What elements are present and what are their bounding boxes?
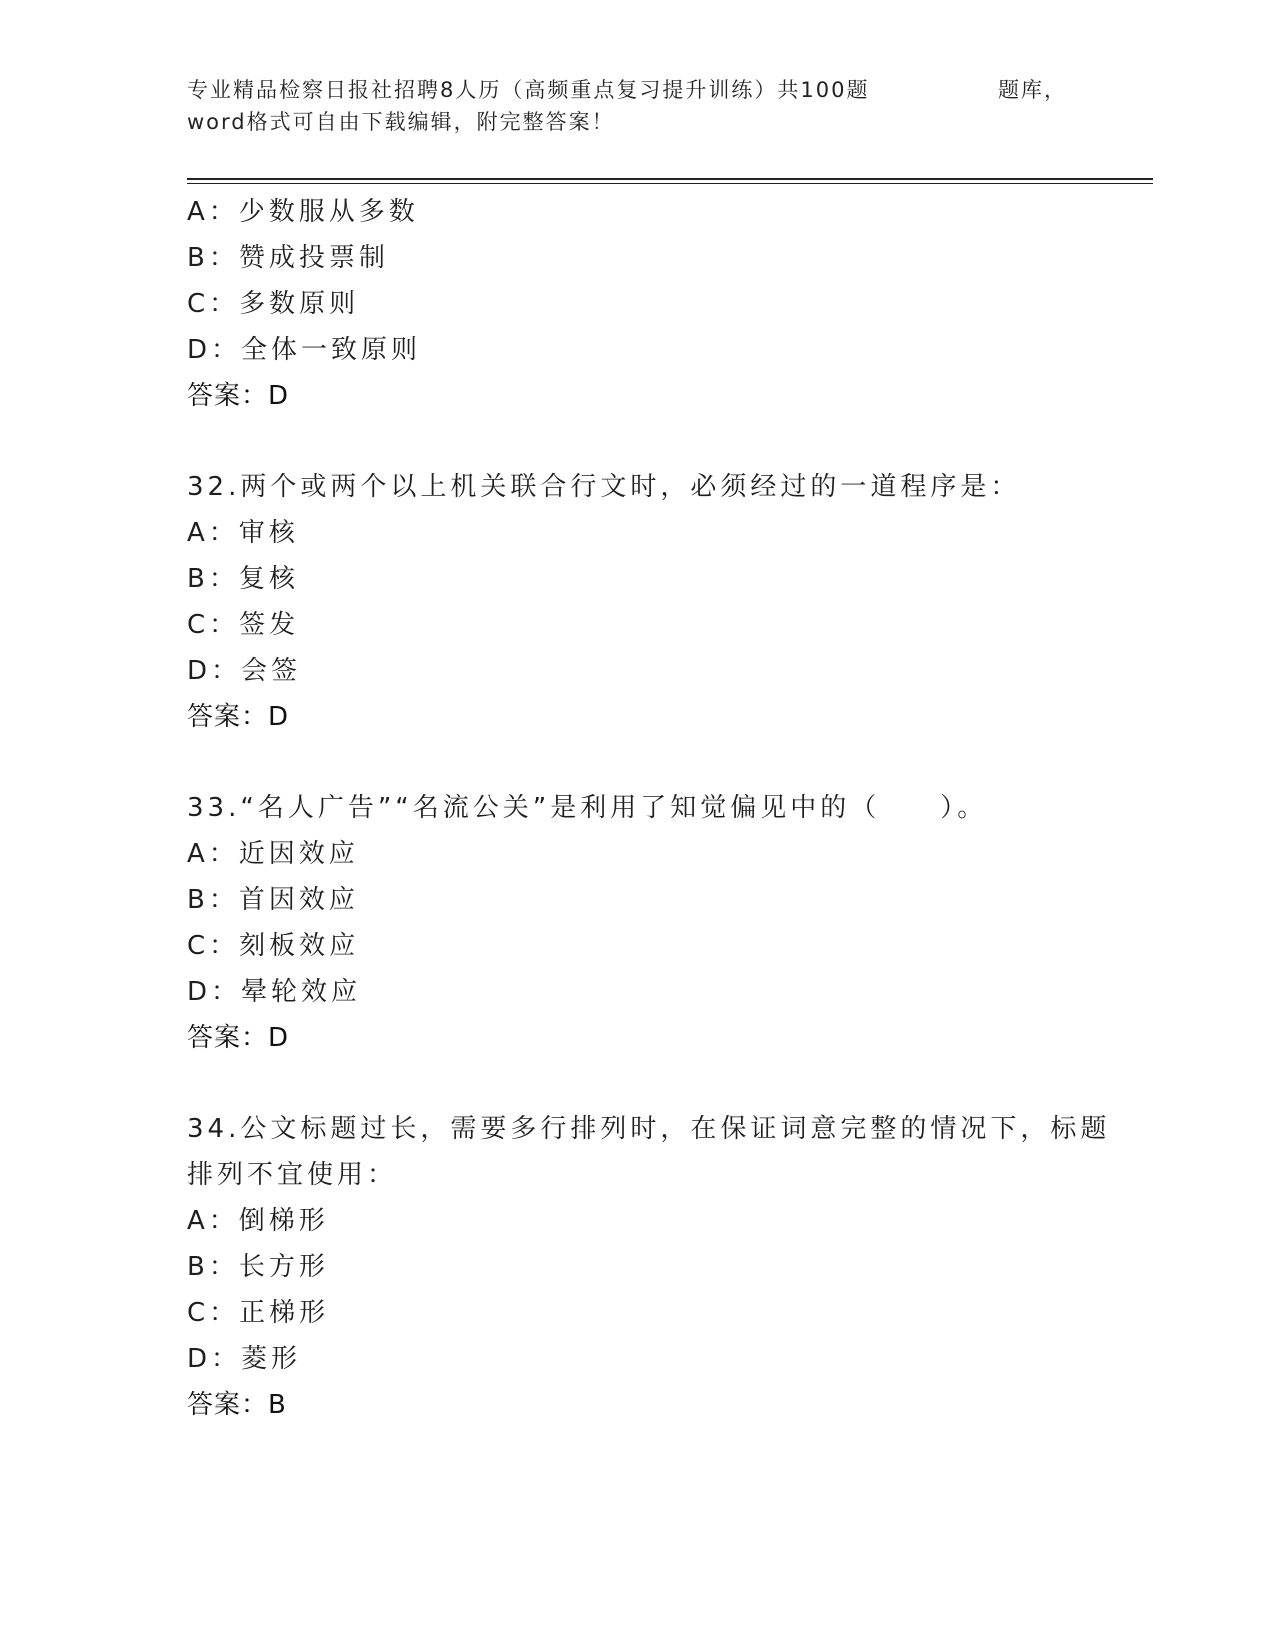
block-spacer	[187, 740, 1087, 785]
option-a: A：倒梯形	[187, 1206, 329, 1236]
option-c: C：正梯形	[187, 1298, 330, 1328]
option-d: D：全体一致原则	[187, 335, 422, 365]
header-divider-thick	[187, 178, 1153, 180]
option-b: B：赞成投票制	[187, 243, 389, 273]
question-32	[187, 464, 1087, 740]
answer-line: 答案：D	[187, 381, 290, 411]
option-a: A：审核	[187, 518, 299, 548]
document-header	[187, 74, 1087, 138]
option-a: A：少数服从多数	[187, 197, 419, 227]
option-c: C：刻板效应	[187, 931, 360, 961]
header-title-suffix: 题库，	[998, 78, 1067, 102]
block-spacer	[187, 419, 1087, 464]
block-spacer	[187, 1061, 1087, 1106]
header-subtitle: word格式可自由下载编辑，附完整答案！	[187, 110, 615, 134]
question-text: 33.“名人广告”“名流公关”是利用了知觉偏见中的（ ）。	[187, 793, 988, 823]
answer-line: 答案：D	[187, 702, 290, 732]
header-title: 专业精品检察日报社招聘8人历（高频重点复习提升训练）共100题	[187, 78, 870, 102]
question-33	[187, 785, 1087, 1061]
question-34	[187, 1106, 1111, 1428]
option-a: A：近因效应	[187, 839, 359, 869]
header-divider-thin	[187, 183, 1153, 184]
question-text: 32.两个或两个以上机关联合行文时，必须经过的一道程序是：	[187, 472, 1021, 502]
option-d: D：晕轮效应	[187, 977, 362, 1007]
option-b: B：长方形	[187, 1252, 329, 1282]
question-text: 34.公文标题过长，需要多行排列时，在保证词意完整的情况下，标题	[187, 1114, 1111, 1144]
answer-line: 答案：B	[187, 1390, 287, 1420]
question-list	[187, 189, 1111, 1428]
option-b: B：首因效应	[187, 885, 359, 915]
option-b: B：复核	[187, 564, 299, 594]
question-text-continued: 排列不宜使用：	[187, 1160, 398, 1190]
answer-line: 答案：D	[187, 1023, 290, 1053]
option-d: D：菱形	[187, 1344, 302, 1374]
option-c: C：签发	[187, 610, 300, 640]
header-line-1	[187, 74, 1067, 106]
question-31-continued	[187, 189, 1087, 419]
option-d: D：会签	[187, 656, 302, 686]
option-c: C：多数原则	[187, 289, 360, 319]
